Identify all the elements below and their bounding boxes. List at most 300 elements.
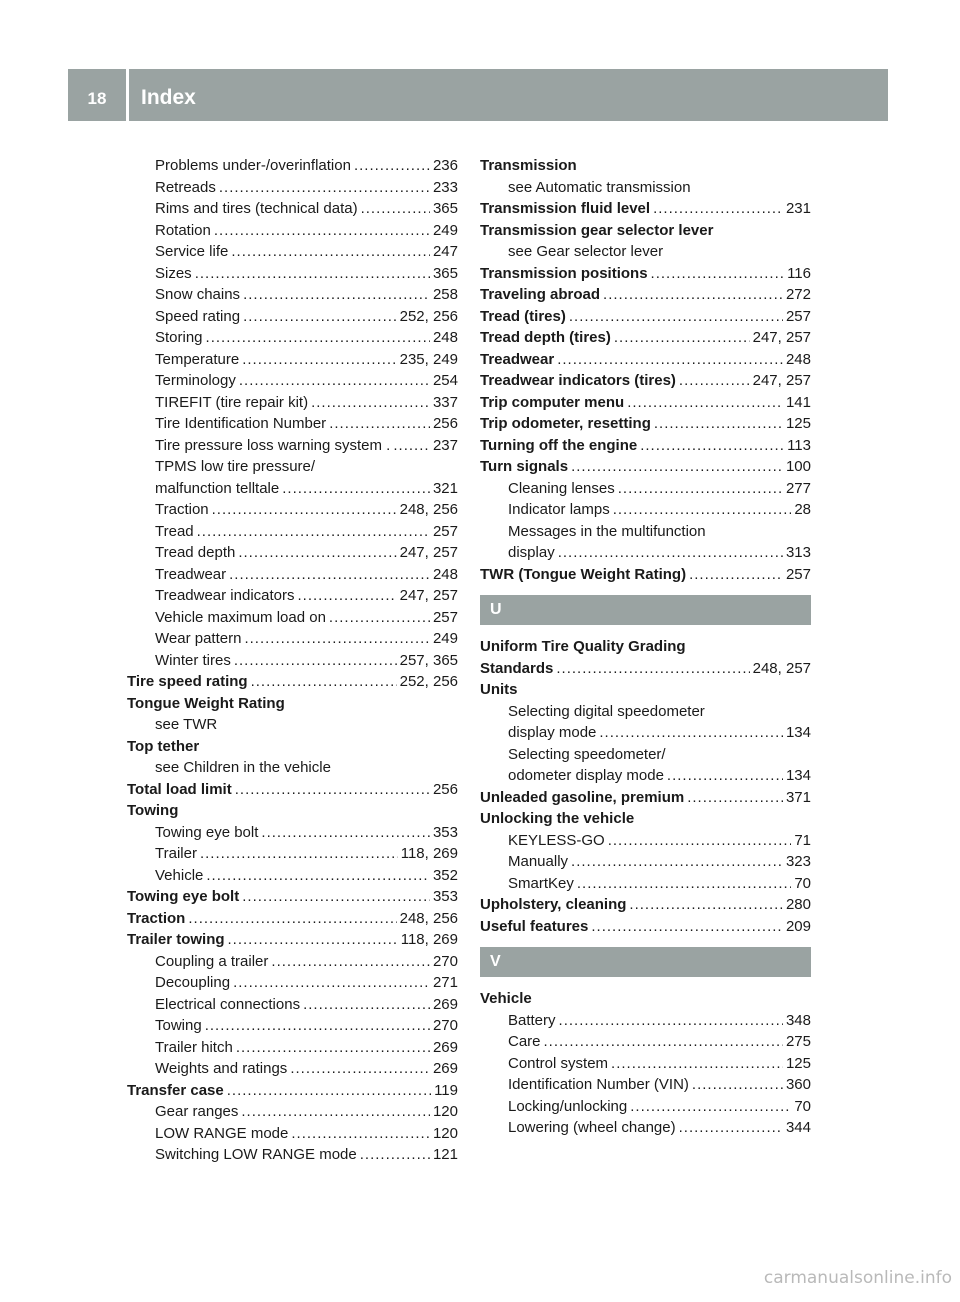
entry-label: Lowering (wheel change) <box>508 1119 676 1136</box>
entry-label: Tread (tires) <box>480 307 566 325</box>
index-subentry <box>480 521 811 543</box>
entry-label: Coupling a trailer <box>155 952 269 970</box>
entry-label: Identification Number (VIN) <box>508 1076 689 1093</box>
entry-label: Treadwear indicators (tires) <box>480 372 676 389</box>
entry-page-ref[interactable]: 277 <box>785 479 811 497</box>
entry-label: Trip computer menu <box>480 393 625 411</box>
index-subentry <box>480 177 811 199</box>
entry-page-ref[interactable]: 353 <box>432 823 458 841</box>
entry-label: Selecting digital speedometer <box>508 702 705 720</box>
index-entry <box>480 349 811 371</box>
entry-label: Selecting speedometer/ <box>508 745 666 763</box>
watermark: carmanualsonline.info <box>763 1268 952 1288</box>
entry-page-ref[interactable]: 248, 256 <box>399 501 458 518</box>
entry-label: Transmission positions <box>480 264 648 282</box>
entry-label: Electrical connections <box>155 995 301 1013</box>
page-header <box>68 69 888 121</box>
entry-page-ref[interactable]: 256 <box>432 415 458 432</box>
dot-leader <box>559 1010 783 1032</box>
index-subentry <box>480 1117 811 1139</box>
entry-page-ref[interactable]: 247, 257 <box>752 329 811 346</box>
entry-label: Vehicle maximum load on <box>155 608 326 626</box>
entry-label: Messages in the multifunction <box>508 522 706 540</box>
entry-label: Trailer <box>155 845 197 862</box>
entry-page-ref[interactable]: 257, 365 <box>399 651 458 669</box>
index-entry <box>127 800 458 822</box>
entry-label: Tire speed rating <box>127 673 248 690</box>
entry-label: Unlocking the vehicle <box>480 810 635 827</box>
index-subentry <box>127 177 458 199</box>
header-divider <box>126 69 129 121</box>
dot-leader <box>206 865 430 887</box>
index-subentry <box>127 198 458 220</box>
entry-label: Towing <box>127 802 179 819</box>
entry-label: Temperature <box>155 350 240 368</box>
index-subentry <box>127 757 458 779</box>
entry-page-ref[interactable]: 249 <box>432 630 458 647</box>
dot-leader <box>360 1144 430 1166</box>
dot-leader <box>571 851 783 873</box>
dot-leader <box>206 327 430 349</box>
index-subentry <box>480 478 811 500</box>
entry-label: Transfer case <box>127 1081 224 1099</box>
dot-leader <box>195 263 430 285</box>
dot-leader <box>219 177 430 199</box>
entry-page-ref[interactable]: 121 <box>432 1146 458 1163</box>
entry-label: Speed rating <box>155 307 241 325</box>
dot-leader <box>654 413 783 435</box>
entry-page-ref[interactable]: 257 <box>432 608 458 626</box>
dot-leader <box>242 349 396 371</box>
index-subentry <box>127 865 458 887</box>
index-entry <box>480 220 811 242</box>
entry-label: Problems under-/overinflation <box>155 157 351 174</box>
dot-leader <box>630 1096 791 1118</box>
entry-page-ref[interactable]: 118, 269 <box>400 931 458 948</box>
entry-label: Units <box>480 681 518 698</box>
entry-label: TPMS low tire pressure/ <box>155 458 316 475</box>
index-entry <box>480 658 811 680</box>
entry-label: display <box>508 544 555 561</box>
entry-page-ref[interactable]: 269 <box>432 995 458 1013</box>
entry-page-ref[interactable]: 118, 269 <box>400 845 458 862</box>
index-entry <box>480 392 811 414</box>
entry-page-ref[interactable]: 70 <box>794 874 811 892</box>
dot-leader <box>233 972 430 994</box>
index-subentry <box>127 413 458 435</box>
entry-label: KEYLESS-GO <box>508 831 605 849</box>
dot-leader <box>261 822 430 844</box>
index-subentry <box>480 701 811 723</box>
entry-page-ref[interactable]: 348 <box>785 1011 811 1029</box>
index-subentry <box>127 349 458 371</box>
index-subentry <box>127 972 458 994</box>
entry-page-ref[interactable]: 248, 256 <box>399 909 458 927</box>
index-subentry <box>127 607 458 629</box>
index-subentry <box>127 327 458 349</box>
entry-page-ref[interactable]: 344 <box>785 1119 811 1136</box>
dot-leader <box>627 392 783 414</box>
entry-page-ref[interactable]: 119 <box>434 1081 458 1099</box>
entry-page-ref[interactable]: 120 <box>432 1103 458 1120</box>
index-subentry <box>127 951 458 973</box>
entry-page-ref[interactable]: 125 <box>785 415 811 432</box>
entry-page-ref[interactable]: 235, 249 <box>399 350 458 368</box>
entry-page-ref[interactable]: 237 <box>432 436 458 454</box>
dot-leader <box>188 908 396 930</box>
entry-label: Trailer towing <box>127 931 225 948</box>
entry-label: see Children in the vehicle <box>155 759 331 776</box>
entry-page-ref[interactable]: 269 <box>432 1038 458 1056</box>
entry-page-ref[interactable]: 247, 257 <box>399 587 458 604</box>
dot-leader <box>599 722 783 744</box>
entry-page-ref[interactable]: 247 <box>432 243 458 260</box>
dot-leader <box>653 198 783 220</box>
index-entry <box>480 988 811 1010</box>
index-entry <box>480 263 811 285</box>
index-subentry <box>480 1074 811 1096</box>
entry-label: Turning off the engine <box>480 436 638 454</box>
entry-label: Trip odometer, resetting <box>480 415 651 432</box>
entry-label: display mode <box>508 724 597 741</box>
entry-page-ref[interactable]: 353 <box>432 888 458 905</box>
index-subentry <box>480 1053 811 1075</box>
entry-label: TIREFIT (tire repair kit) <box>155 393 309 411</box>
entry-label: Locking/unlocking <box>508 1097 628 1115</box>
entry-page-ref[interactable]: 236 <box>432 157 458 174</box>
entry-label: Vehicle <box>480 990 532 1007</box>
entry-label: Uniform Tire Quality Grading <box>480 638 686 655</box>
entry-label: Control system <box>508 1054 609 1072</box>
index-entry <box>127 736 458 758</box>
dot-leader <box>234 650 397 672</box>
dot-leader <box>329 607 430 629</box>
entry-page-ref[interactable]: 248, 257 <box>752 659 811 677</box>
entry-page-ref[interactable]: 134 <box>785 724 811 741</box>
entry-label: Treadwear <box>480 350 555 368</box>
dot-leader <box>613 499 792 521</box>
entry-page-ref[interactable]: 252, 256 <box>399 673 458 690</box>
index-subentry <box>127 392 458 414</box>
index-subentry <box>480 241 811 263</box>
index-entry <box>480 564 811 586</box>
index-entry <box>127 908 458 930</box>
index-subentry <box>127 263 458 285</box>
entry-label: Tread depth (tires) <box>480 329 611 346</box>
dot-leader <box>236 1037 430 1059</box>
dot-leader <box>231 241 430 263</box>
entry-page-ref[interactable]: 257 <box>785 565 811 583</box>
entry-label: Winter tires <box>155 651 231 669</box>
entry-label: Tire pressure loss warning system . <box>155 436 391 454</box>
entry-page-ref[interactable]: 269 <box>432 1060 458 1077</box>
index-entry <box>480 435 811 457</box>
index-subentry <box>127 155 458 177</box>
index-entry <box>480 413 811 435</box>
entry-label: Transmission <box>480 157 577 174</box>
entry-page-ref[interactable]: 209 <box>785 917 811 935</box>
index-entry <box>480 808 811 830</box>
entry-page-ref[interactable]: 113 <box>787 436 811 454</box>
section-letter-v: V <box>480 947 811 977</box>
entry-label: Tread depth <box>155 544 236 561</box>
entry-page-ref[interactable]: 248 <box>785 350 811 368</box>
dot-leader <box>235 779 430 801</box>
dot-leader <box>689 564 783 586</box>
entry-page-ref[interactable]: 233 <box>432 178 458 196</box>
dot-leader <box>692 1074 783 1096</box>
entry-page-ref[interactable]: 257 <box>432 522 458 540</box>
index-subentry <box>127 478 458 500</box>
index-subentry <box>480 1031 811 1053</box>
index-subentry <box>480 830 811 852</box>
entry-page-ref[interactable]: 360 <box>785 1076 811 1093</box>
entry-label: Treadwear <box>155 565 227 583</box>
dot-leader <box>197 521 430 543</box>
dot-leader <box>577 873 791 895</box>
index-subentry <box>127 585 458 607</box>
entry-label: TWR (Tongue Weight Rating) <box>480 565 687 583</box>
entry-page-ref[interactable]: 337 <box>432 393 458 411</box>
index-subentry <box>127 564 458 586</box>
entry-label: Vehicle <box>155 866 204 884</box>
dot-leader <box>200 843 398 865</box>
entry-page-ref[interactable]: 272 <box>785 286 811 303</box>
entry-page-ref[interactable]: 270 <box>432 1017 458 1034</box>
entry-label: Storing <box>155 329 203 346</box>
entry-label: Weights and ratings <box>155 1060 288 1077</box>
entry-label: Transmission fluid level <box>480 200 651 217</box>
entry-label: Rims and tires (technical data) <box>155 200 358 217</box>
index-subentry <box>127 370 458 392</box>
index-subentry <box>127 521 458 543</box>
index-subentry <box>480 851 811 873</box>
dot-leader <box>271 951 430 973</box>
dot-leader <box>239 370 430 392</box>
entry-page-ref[interactable]: 321 <box>432 479 458 497</box>
dot-leader <box>243 306 397 328</box>
dot-leader <box>282 478 430 500</box>
dot-leader <box>544 1031 783 1053</box>
entry-label: Towing <box>155 1017 202 1034</box>
entry-label: Standards <box>480 659 554 677</box>
index-subentry <box>127 1037 458 1059</box>
entry-page-ref[interactable]: 141 <box>785 393 811 411</box>
dot-leader <box>251 671 397 693</box>
dot-leader <box>244 628 430 650</box>
entry-label: Battery <box>508 1011 556 1029</box>
index-list-t <box>480 155 811 585</box>
index-subentry <box>480 873 811 895</box>
dot-leader <box>557 349 783 371</box>
index-subentry <box>480 1096 811 1118</box>
entry-label: see TWR <box>155 716 218 733</box>
entry-label: Turn signals <box>480 458 569 475</box>
entry-label: Retreads <box>155 178 216 196</box>
entry-page-ref[interactable]: 275 <box>785 1033 811 1050</box>
dot-leader <box>238 542 396 564</box>
entry-label: see Automatic transmission <box>508 178 691 196</box>
index-subentry <box>127 714 458 736</box>
entry-label: odometer display mode <box>508 767 664 784</box>
entry-label: Transmission gear selector lever <box>480 221 714 239</box>
entry-label: Service life <box>155 243 229 260</box>
index-entry <box>127 693 458 715</box>
entry-page-ref[interactable]: 134 <box>785 767 811 784</box>
index-subentry <box>127 284 458 306</box>
entry-page-ref[interactable]: 323 <box>785 853 811 870</box>
entry-page-ref[interactable]: 280 <box>785 896 811 913</box>
dot-leader <box>205 1015 430 1037</box>
entry-label: see Gear selector lever <box>508 243 664 260</box>
index-subentry <box>127 1015 458 1037</box>
index-subentry <box>480 744 811 766</box>
index-subentry <box>127 456 458 478</box>
entry-page-ref[interactable]: 120 <box>432 1124 458 1142</box>
dot-leader <box>361 198 430 220</box>
index-entry <box>480 306 811 328</box>
dot-leader <box>214 220 430 242</box>
index-subentry <box>480 542 811 564</box>
index-subentry <box>127 628 458 650</box>
entry-label: Terminology <box>155 372 236 389</box>
entry-label: Wear pattern <box>155 630 242 647</box>
index-subentry <box>127 542 458 564</box>
entry-label: Traction <box>155 501 209 518</box>
entry-label: Cleaning lenses <box>508 479 615 497</box>
dot-leader <box>242 886 430 908</box>
dot-leader <box>241 1101 430 1123</box>
entry-page-ref[interactable]: 71 <box>794 831 811 849</box>
entry-page-ref[interactable]: 271 <box>432 974 458 991</box>
entry-label: malfunction telltale <box>155 479 280 497</box>
dot-leader <box>608 830 792 852</box>
entry-page-ref[interactable]: 256 <box>432 780 458 798</box>
entry-page-ref[interactable]: 365 <box>432 200 458 217</box>
entry-label: Tread <box>155 522 194 540</box>
entry-page-ref[interactable]: 116 <box>787 264 811 282</box>
dot-leader <box>679 1117 783 1139</box>
index-column-right <box>480 155 811 1139</box>
entry-label: Rotation <box>155 221 211 239</box>
index-entry <box>480 327 811 349</box>
index-subentry <box>127 306 458 328</box>
entry-page-ref[interactable]: 352 <box>432 866 458 884</box>
entry-label: Care <box>508 1033 541 1050</box>
dot-leader <box>611 1053 783 1075</box>
entry-page-ref[interactable]: 100 <box>785 458 811 475</box>
entry-label: Gear ranges <box>155 1103 239 1120</box>
entry-label: Sizes <box>155 264 192 282</box>
index-column-left <box>127 155 458 1166</box>
index-subentry <box>127 1058 458 1080</box>
entry-page-ref[interactable]: 231 <box>785 200 811 217</box>
index-subentry <box>127 650 458 672</box>
entry-page-ref[interactable]: 247, 257 <box>752 372 811 389</box>
dot-leader <box>618 478 783 500</box>
dot-leader <box>679 370 750 392</box>
index-entry <box>480 456 811 478</box>
index-subentry <box>127 220 458 242</box>
entry-page-ref[interactable]: 254 <box>432 372 458 389</box>
dot-leader <box>212 499 397 521</box>
index-entry <box>127 779 458 801</box>
entry-label: Switching LOW RANGE mode <box>155 1146 357 1163</box>
entry-page-ref[interactable]: 70 <box>794 1097 811 1115</box>
index-entry <box>480 284 811 306</box>
entry-page-ref[interactable]: 248 <box>432 329 458 346</box>
entry-page-ref[interactable]: 125 <box>785 1054 811 1072</box>
dot-leader <box>687 787 783 809</box>
index-subentry <box>127 994 458 1016</box>
index-subentry <box>480 722 811 744</box>
entry-page-ref[interactable]: 270 <box>432 952 458 970</box>
index-entry <box>480 894 811 916</box>
entry-label: Indicator lamps <box>508 501 610 518</box>
entry-page-ref[interactable]: 28 <box>794 501 811 518</box>
index-subentry <box>480 1010 811 1032</box>
entry-page-ref[interactable]: 248 <box>432 565 458 583</box>
index-entry <box>480 155 811 177</box>
index-list-u <box>480 636 811 937</box>
entry-label: Unleaded gasoline, premium <box>480 788 685 806</box>
dot-leader <box>290 1058 430 1080</box>
entry-label: Traveling abroad <box>480 286 601 303</box>
entry-label: Traction <box>127 909 186 927</box>
index-subentry <box>127 843 458 865</box>
dot-leader <box>393 435 430 457</box>
dot-leader <box>571 456 783 478</box>
page-title: Index <box>141 86 196 109</box>
index-entry <box>127 929 458 951</box>
dot-leader <box>229 564 430 586</box>
index-subentry <box>480 499 811 521</box>
entry-page-ref[interactable]: 258 <box>432 286 458 303</box>
entry-page-ref[interactable]: 247, 257 <box>399 544 458 561</box>
index-entry <box>127 886 458 908</box>
entry-page-ref[interactable]: 257 <box>785 307 811 325</box>
entry-page-ref[interactable]: 249 <box>432 221 458 239</box>
section-letter-u: U <box>480 595 811 625</box>
entry-label: Decoupling <box>155 974 231 991</box>
entry-label: Total load limit <box>127 780 232 798</box>
dot-leader <box>243 284 430 306</box>
entry-label: Treadwear indicators <box>155 587 295 604</box>
index-list-v <box>480 988 811 1139</box>
index-subentry <box>127 1144 458 1166</box>
entry-page-ref[interactable]: 365 <box>432 264 458 282</box>
entry-page-ref[interactable]: 252, 256 <box>399 307 458 325</box>
dot-leader <box>329 413 430 435</box>
entry-page-ref[interactable]: 371 <box>785 788 811 806</box>
index-entry <box>480 787 811 809</box>
index-subentry <box>127 435 458 457</box>
entry-label: Tongue Weight Rating <box>127 694 285 712</box>
entry-label: Top tether <box>127 737 200 755</box>
entry-label: LOW RANGE mode <box>155 1124 289 1142</box>
dot-leader <box>651 263 785 285</box>
dot-leader <box>354 155 430 177</box>
entry-label: Trailer hitch <box>155 1038 233 1056</box>
dot-leader <box>227 1080 431 1102</box>
index-entry <box>480 679 811 701</box>
entry-page-ref[interactable]: 313 <box>785 544 811 561</box>
entry-label: Upholstery, cleaning <box>480 896 627 913</box>
index-subentry <box>480 765 811 787</box>
index-subentry <box>127 1123 458 1145</box>
entry-label: SmartKey <box>508 874 574 892</box>
dot-leader <box>569 306 783 328</box>
